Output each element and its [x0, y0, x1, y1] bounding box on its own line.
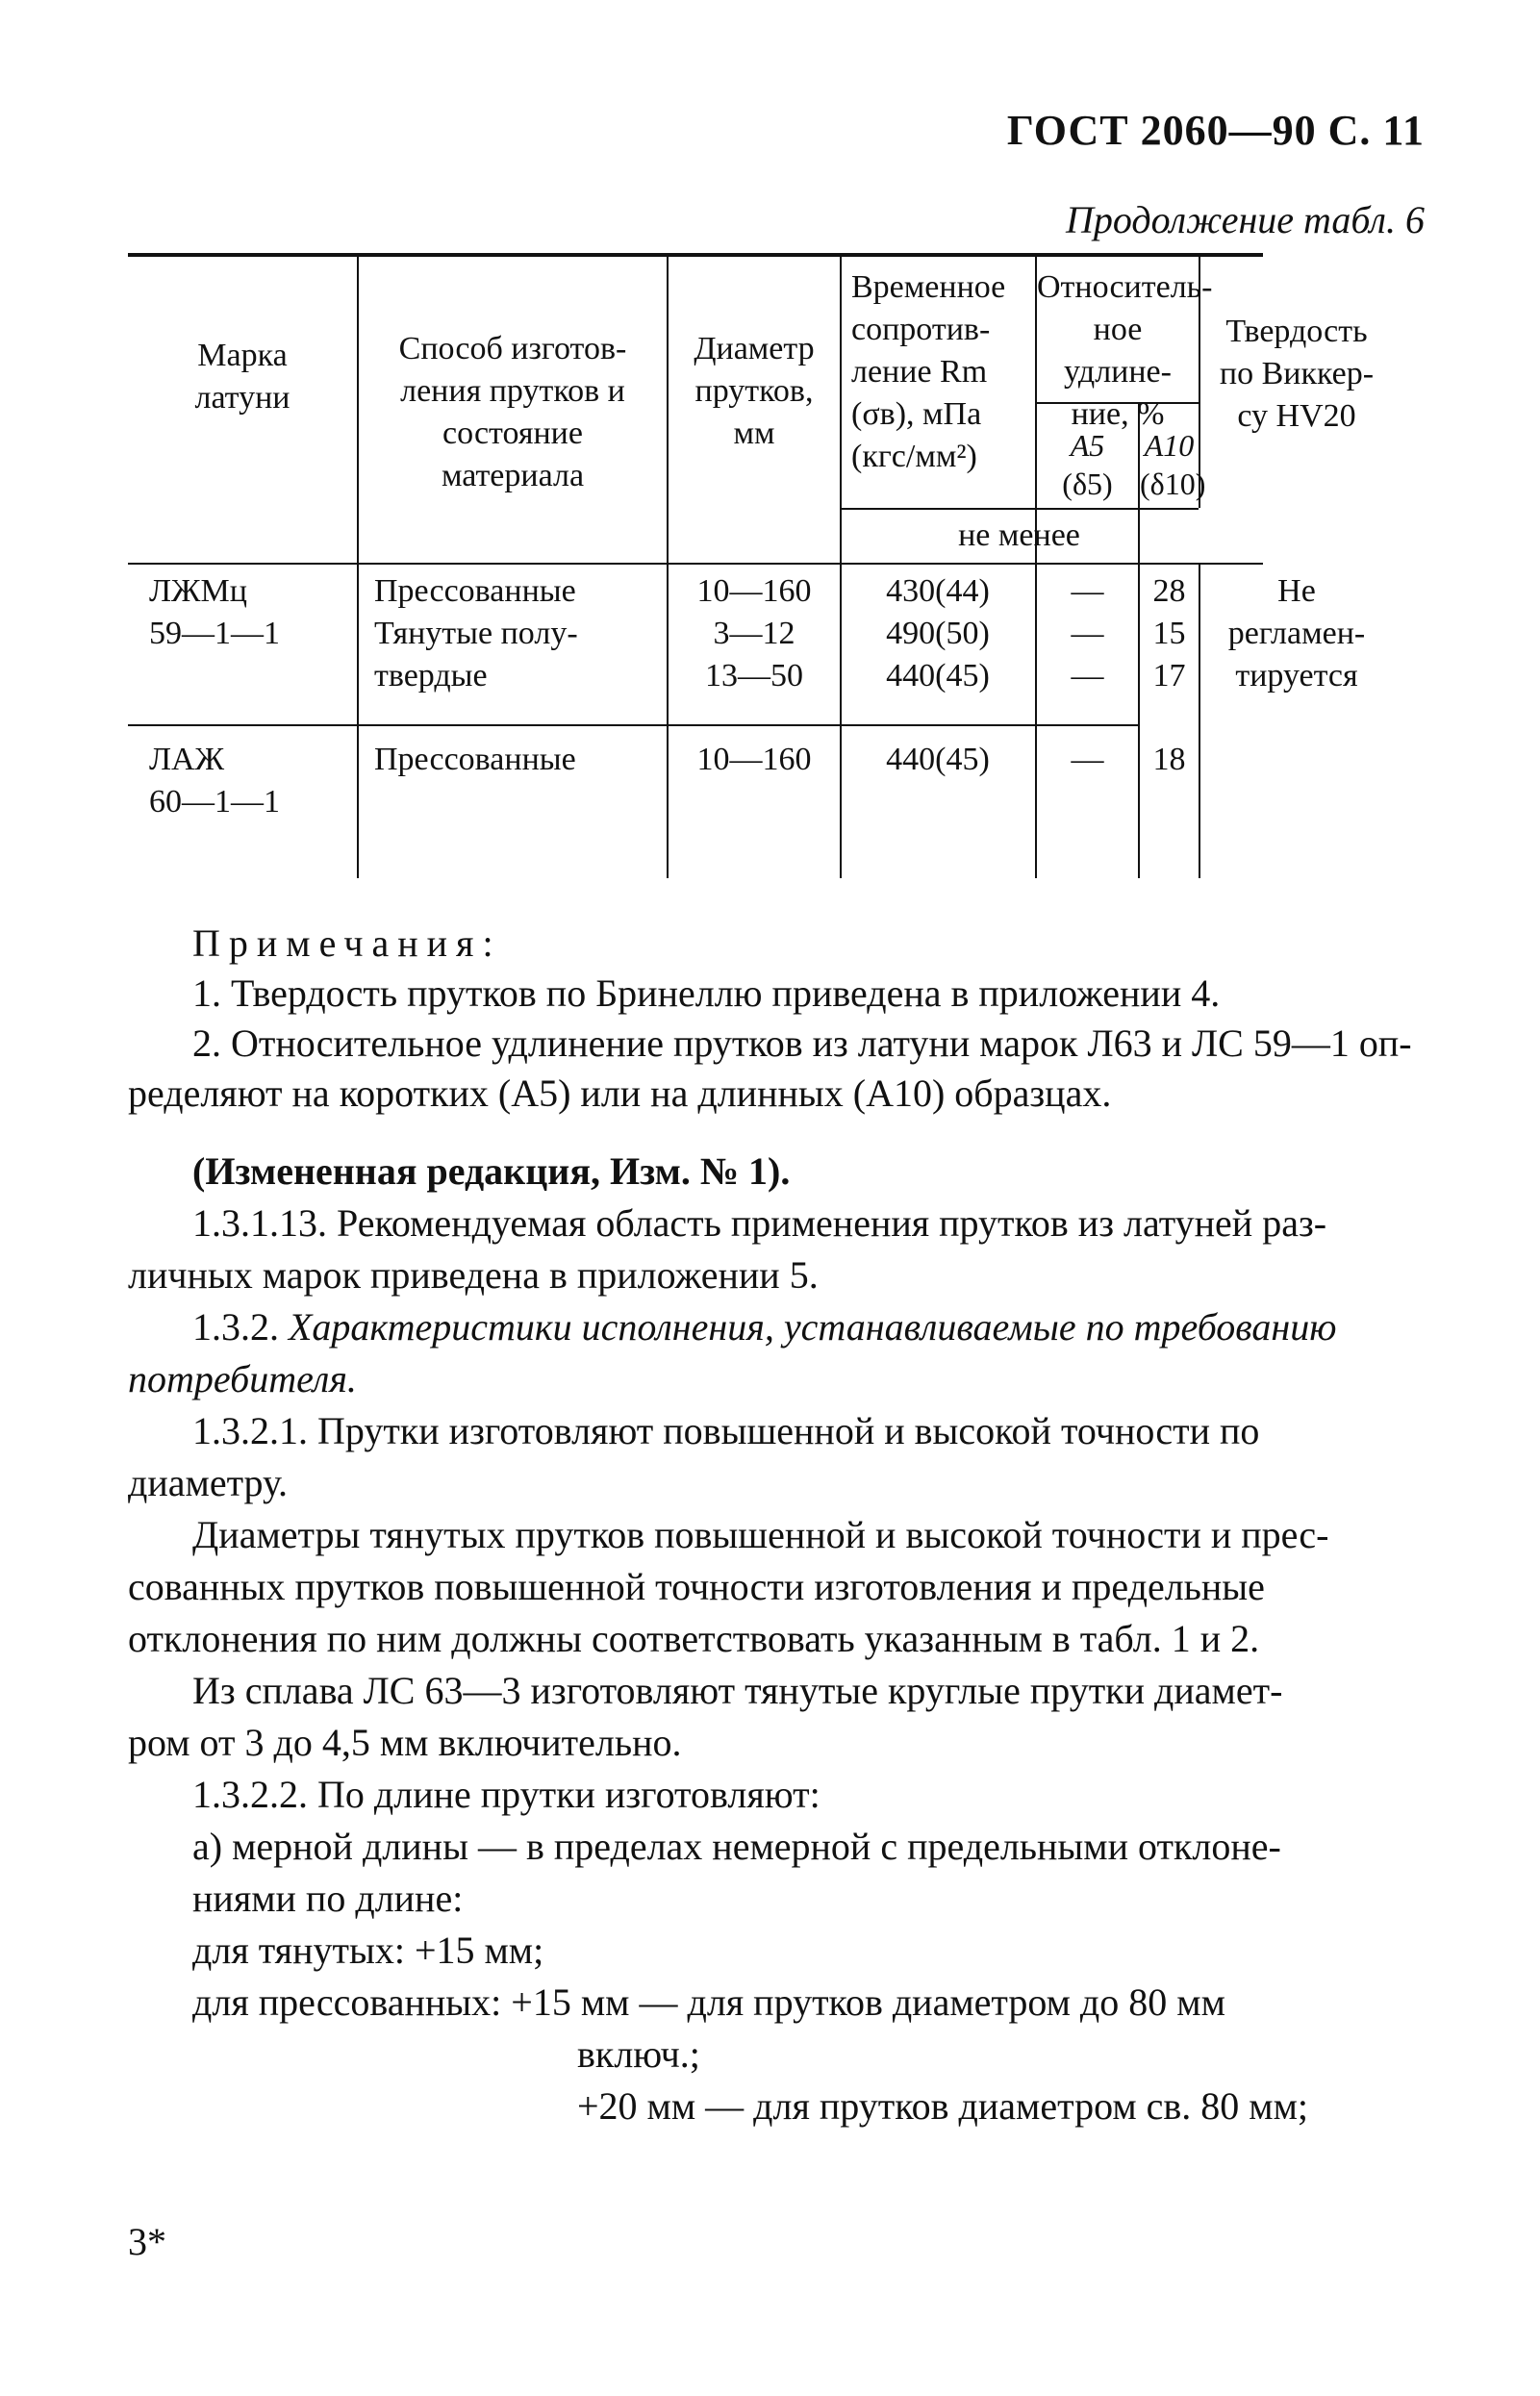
notes-title: Примечания:: [192, 921, 502, 965]
row1-hardness: Не регламен- тируется: [1227, 573, 1366, 694]
row1-a5: — — —: [1071, 573, 1104, 694]
page-header: ГОСТ 2060—90 С. 11: [1006, 107, 1425, 154]
row1-strength: 430(44) 490(50) 440(45): [886, 573, 990, 694]
row1-diameter: 10—160 3—12 13—50: [696, 573, 812, 694]
para-1-3-2-1-line2: диаметру.: [128, 1461, 289, 1504]
para-drawn: для тянутых: +15 мм;: [192, 1929, 544, 1972]
col-header-elongation: Относитель- ное удлине- ние, %: [1037, 269, 1213, 432]
col-header-strength: Временное сопротив- ление Rm (σв), мПа (кгс/мм²): [851, 269, 1006, 474]
para-1-3-2-2: 1.3.2.2. По длине прутки изготовляют:: [192, 1773, 820, 1816]
col-header-diameter: Диаметр прутков, мм: [694, 331, 815, 451]
page-footer-mark: 3*: [128, 2220, 166, 2263]
col-header-a10: A10 (δ10): [1140, 428, 1206, 501]
note-2-line1: 2. Относительное удлинение прутков из латуни марок Л63 и ЛС 59—1 оп-: [192, 1021, 1412, 1065]
para-pressed-line2: включ.;: [577, 2032, 700, 2076]
para-diameters-line3: отклонения по ним должны соответствовать указанным в табл. 1 и 2.: [128, 1617, 1260, 1660]
edition-note: (Измененная редакция, Изм. № 1).: [192, 1149, 791, 1193]
row2-a5: —: [1071, 742, 1104, 777]
col-header-grade: Марка латуни: [194, 338, 290, 416]
row1-method: Прессованные Тянутые полу- твердые: [374, 573, 578, 694]
col-header-hardness-text: Твердость по Виккер- су HV20: [1219, 314, 1375, 434]
row2-a10: 18: [1152, 742, 1186, 777]
row1-grade: ЛЖМц 59—1—1: [149, 573, 280, 651]
para-1-3-2-line1: 1.3.2. Характеристики исполнения, устанавливаемые по требованию: [192, 1305, 1337, 1349]
para-diameters-line1: Диаметры тянутых прутков повышенной и высокой точности и прес-: [192, 1513, 1329, 1556]
para-ls63-line2: ром от 3 до 4,5 мм включительно.: [128, 1721, 682, 1764]
row2-grade: ЛАЖ 60—1—1: [149, 742, 280, 820]
para-a-line2: ниями по длине:: [192, 1877, 464, 1920]
para-ls63-line1: Из сплава ЛС 63—3 изготовляют тянутые круглые прутки диамет-: [192, 1669, 1283, 1712]
para-1-3-2-1-line1: 1.3.2.1. Прутки изготовляют повышенной и высокой точности по: [192, 1409, 1260, 1452]
properties-table: [128, 253, 1375, 878]
row2-strength: 440(45): [886, 742, 990, 777]
col-header-method: Способ изготов- ления прутков и состояние материала: [398, 331, 627, 493]
row2-method: Прессованные: [374, 742, 576, 777]
para-pressed-line1: для прессованных: +15 мм — для прутков диаметром до 80 мм: [192, 1980, 1225, 2024]
para-1-3-2-line2: потребителя.: [128, 1357, 357, 1400]
para-a-line1: а) мерной длины — в пределах немерной с предельными отклоне-: [192, 1825, 1281, 1868]
row2-diameter: 10—160: [696, 742, 812, 777]
note-2-line2: ределяют на коротких (A5) или на длинных (A10) образцах.: [128, 1072, 1112, 1115]
min-value-label: не менее: [958, 517, 1080, 553]
para-1-3-1-13-line2: личных марок приведена в приложении 5.: [128, 1253, 819, 1297]
table-continuation-label: Продолжение табл. 6: [1065, 198, 1425, 241]
para-diameters-line2: сованных прутков повышенной точности изготовления и предельные: [128, 1565, 1265, 1608]
note-1: 1. Твердость прутков по Бринеллю приведена в приложении 4.: [192, 971, 1221, 1015]
para-pressed-line3: +20 мм — для прутков диаметром св. 80 мм;: [577, 2084, 1309, 2128]
row1-a10: 28 15 17: [1152, 573, 1186, 694]
para-1-3-1-13-line1: 1.3.1.13. Рекомендуемая область применения прутков из латуней раз-: [192, 1201, 1327, 1245]
col-header-a5: A5 (δ5): [1062, 428, 1113, 501]
